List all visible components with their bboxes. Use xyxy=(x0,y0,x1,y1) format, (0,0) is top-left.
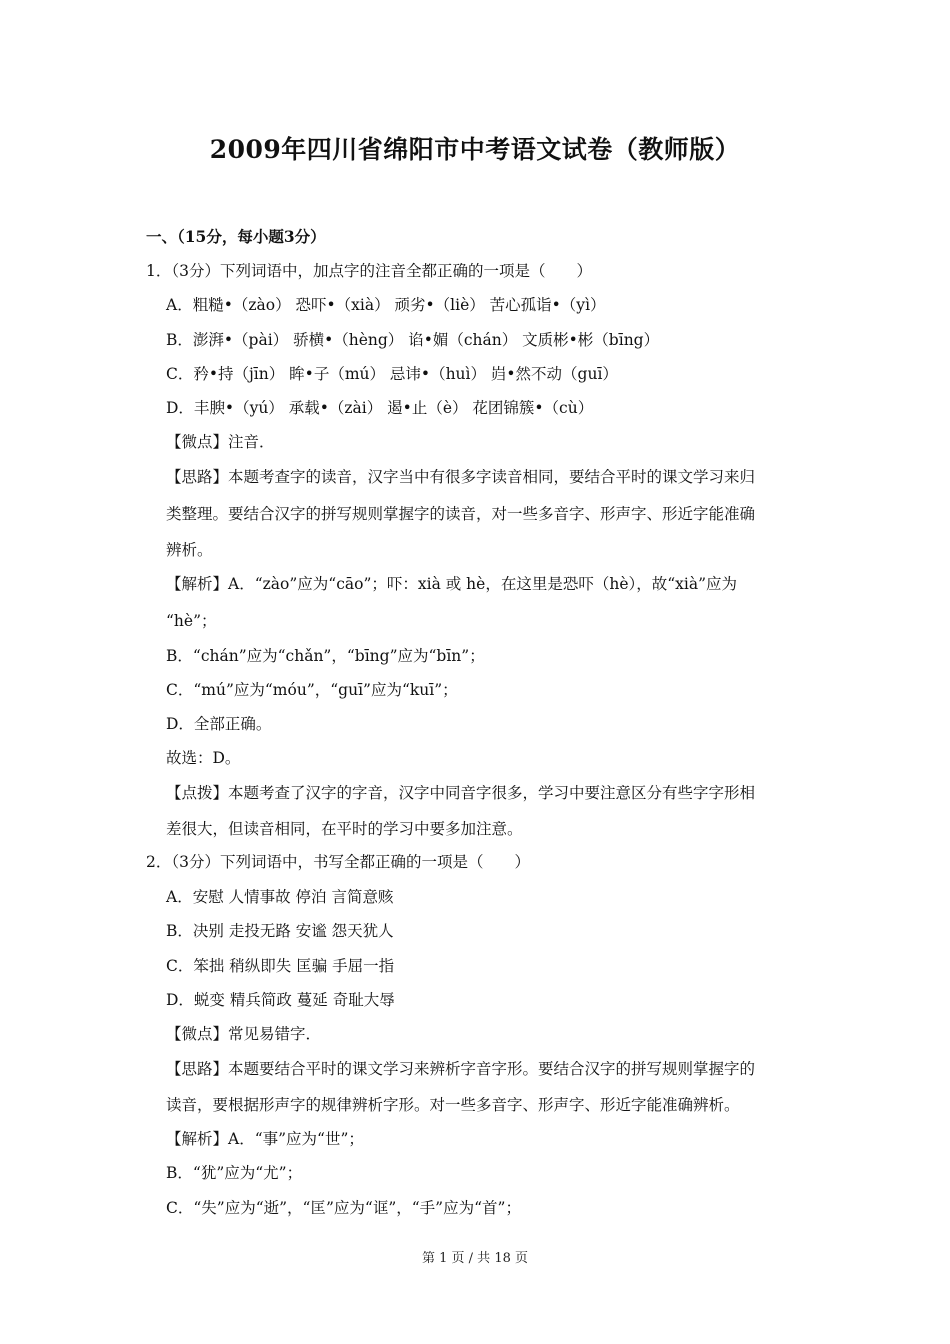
question-1-silu-line: 辨析。 xyxy=(166,541,213,559)
question-1-option-a: A．粗糙•（zào） 恐吓•（xià） 顽劣•（liè） 苦心孤诣•（yì） xyxy=(166,296,606,314)
question-2-option-a: A．安慰 人情事故 停泊 言简意赅 xyxy=(166,888,394,906)
question-1-option-b: B．澎湃•（pài） 骄横•（hèng） 谄•媚（chán） 文质彬•彬（bīng） xyxy=(166,331,660,349)
question-1-answer: 故选：D。 xyxy=(166,749,241,767)
question-2-silu-line: 【思路】本题要结合平时的课文学习来辨析字音字形。要结合汉字的拼写规则掌握字的 xyxy=(166,1060,756,1078)
question-2-option-c: C．笨拙 稍纵即失 匡骗 手屈一指 xyxy=(166,957,395,975)
question-2-option-b: B．决别 走投无路 安谧 怨天犹人 xyxy=(166,922,394,940)
question-2-silu-line: 读音，要根据形声字的规律辨析字形。对一些多音字、形声字、形近字能准确辨析。 xyxy=(166,1096,740,1114)
question-2-jiexi-line: 【解析】A．“事”应为“世”； xyxy=(166,1130,364,1148)
question-2-stem: 2．（3分）下列词语中，书写全都正确的一项是（ ） xyxy=(146,853,530,871)
question-1-stem: 1．（3分）下列词语中，加点字的注音全都正确的一项是（ ） xyxy=(146,262,592,280)
question-1-jiexi-line: C．“mú”应为“móu”，“guī”应为“kuī”； xyxy=(166,681,458,699)
page-footer: 第 1 页 / 共 18 页 xyxy=(422,1251,528,1266)
question-1-silu-line: 【思路】本题考查字的读音，汉字当中有很多字读音相同，要结合平时的课文学习来归 xyxy=(166,468,756,486)
question-1-silu-line: 类整理。要结合汉字的拼写规则掌握字的读音，对一些多音字、形声字、形近字能准确 xyxy=(166,505,756,523)
question-1-weidian: 【微点】注音． xyxy=(166,433,275,451)
question-1-dianbo-line: 差很大，但读音相同，在平时的学习中要多加注意。 xyxy=(166,820,523,838)
question-1-option-d: D．丰腴•（yú） 承载•（zài） 遏•止（è） 花团锦簇•（cù） xyxy=(166,399,594,417)
question-1-option-c: C．矜•持（jīn） 眸•子（mú） 忌讳•（huì） 岿•然不动（guī） xyxy=(166,365,618,383)
question-2-option-d: D．蜕变 精兵简政 蔓延 奇耻大辱 xyxy=(166,991,395,1009)
question-1-jiexi-line: “hè”； xyxy=(166,612,217,630)
question-2-jiexi-line: C．“失”应为“逝”，“匡”应为“诓”，“手”应为“首”； xyxy=(166,1199,521,1217)
question-2-weidian: 【微点】常见易错字． xyxy=(166,1025,322,1043)
question-2-jiexi-line: B．“犹”应为“尤”； xyxy=(166,1164,303,1182)
question-1-dianbo-line: 【点拨】本题考查了汉字的字音，汉字中同音字很多，学习中要注意区分有些字字形相 xyxy=(166,784,756,802)
page-title: 2009年四川省绵阳市中考语文试卷（教师版） xyxy=(209,135,741,164)
question-1-jiexi-line: 【解析】A．“zào”应为“cāo”；吓：xià 或 hè，在这里是恐吓（hè），故“xià”应为 xyxy=(166,575,738,593)
question-1-jiexi-line: D．全部正确。 xyxy=(166,715,272,733)
question-1-jiexi-line: B．“chán”应为“chǎn”，“bīng”应为“bīn”； xyxy=(166,647,485,665)
section-heading: 一、（15分，每小题3分） xyxy=(146,227,326,246)
